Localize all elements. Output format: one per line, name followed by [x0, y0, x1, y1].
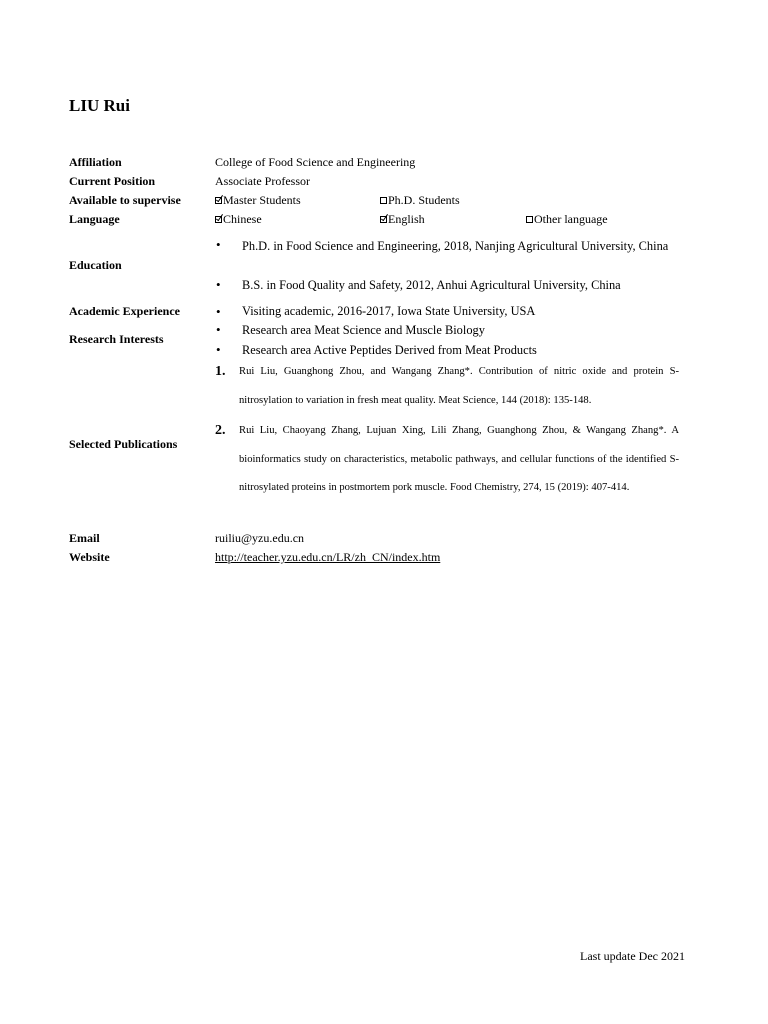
language-option-english[interactable] — [380, 212, 425, 227]
affiliation-label: Affiliation — [69, 155, 122, 169]
research-item: Research area Meat Science and Muscle Biology — [242, 323, 485, 337]
academic-item: Visiting academic, 2016-2017, Iowa State University, USA — [242, 304, 536, 318]
education-item: B.S. in Food Quality and Safety, 2012, Anhui Agricultural University, China — [242, 278, 621, 292]
publication-number: 2. — [215, 423, 226, 438]
education-item: Ph.D. in Food Science and Engineering, 2018, Nanjing Agricultural University, China — [242, 239, 669, 253]
supervise-label: Available to supervise — [69, 193, 181, 207]
publication-item: Rui Liu, Chaoyang Zhang, Lujuan Xing, Lili Zhang, Guanghong Zhou, & Wangang Zhang*. A bioinformatics study on characteristics, metabolic pathways, and cellular functions of the identified S-nitrosylated proteins in postmortem pork muscle. Food Chemistry, 274, 15 (2019): 407-414. — [239, 425, 679, 493]
affiliation-value: College of Food Science and Engineering — [215, 155, 416, 169]
position-label: Current Position — [69, 174, 156, 188]
website-link[interactable]: http://teacher.yzu.edu.cn/LR/zh_CN/index.htm — [215, 550, 441, 564]
position-value: Associate Professor — [215, 174, 310, 188]
academic-label: Academic Experience — [69, 304, 180, 318]
email-label: Email — [69, 531, 100, 545]
publication-item: Rui Liu, Guanghong Zhou, and Wangang Zhang*. Contribution of nitric oxide and protein S-nitrosylation to variation in fresh meat quality. Meat Science, 144 (2018): 135-148. — [239, 366, 679, 406]
unchecked-box-icon[interactable] — [526, 216, 533, 223]
supervise-option-master[interactable] — [215, 193, 301, 208]
email-value[interactable]: ruiliu@yzu.edu.cn — [215, 531, 305, 545]
language-option-chinese[interactable] — [215, 212, 262, 227]
publication-number: 1. — [215, 364, 226, 379]
website-label: Website — [69, 550, 110, 564]
bullet-icon: • — [216, 342, 221, 357]
option-label: English — [388, 212, 425, 226]
bullet-icon: • — [216, 237, 221, 252]
last-update-note: Last update Dec 2021 — [580, 949, 685, 963]
checked-box-icon[interactable] — [215, 216, 222, 223]
language-label: Language — [69, 212, 120, 226]
research-item: Research area Active Peptides Derived from Meat Products — [242, 343, 537, 357]
bullet-icon: • — [216, 304, 221, 319]
research-label: Research Interests — [69, 332, 164, 346]
option-label: Chinese — [223, 212, 262, 226]
unchecked-box-icon[interactable] — [380, 197, 387, 204]
option-label: Ph.D. Students — [388, 193, 460, 207]
profile-name: LIU Rui — [69, 96, 130, 115]
bullet-icon: • — [216, 322, 221, 337]
checked-box-icon[interactable] — [380, 216, 387, 223]
language-option-other[interactable] — [526, 212, 608, 227]
checked-box-icon[interactable] — [215, 197, 222, 204]
education-label: Education — [69, 258, 122, 272]
bullet-icon: • — [216, 277, 221, 292]
option-label: Master Students — [223, 193, 301, 207]
publications-label: Selected Publications — [69, 437, 178, 451]
supervise-option-phd[interactable] — [380, 193, 460, 208]
option-label: Other language — [534, 212, 608, 226]
